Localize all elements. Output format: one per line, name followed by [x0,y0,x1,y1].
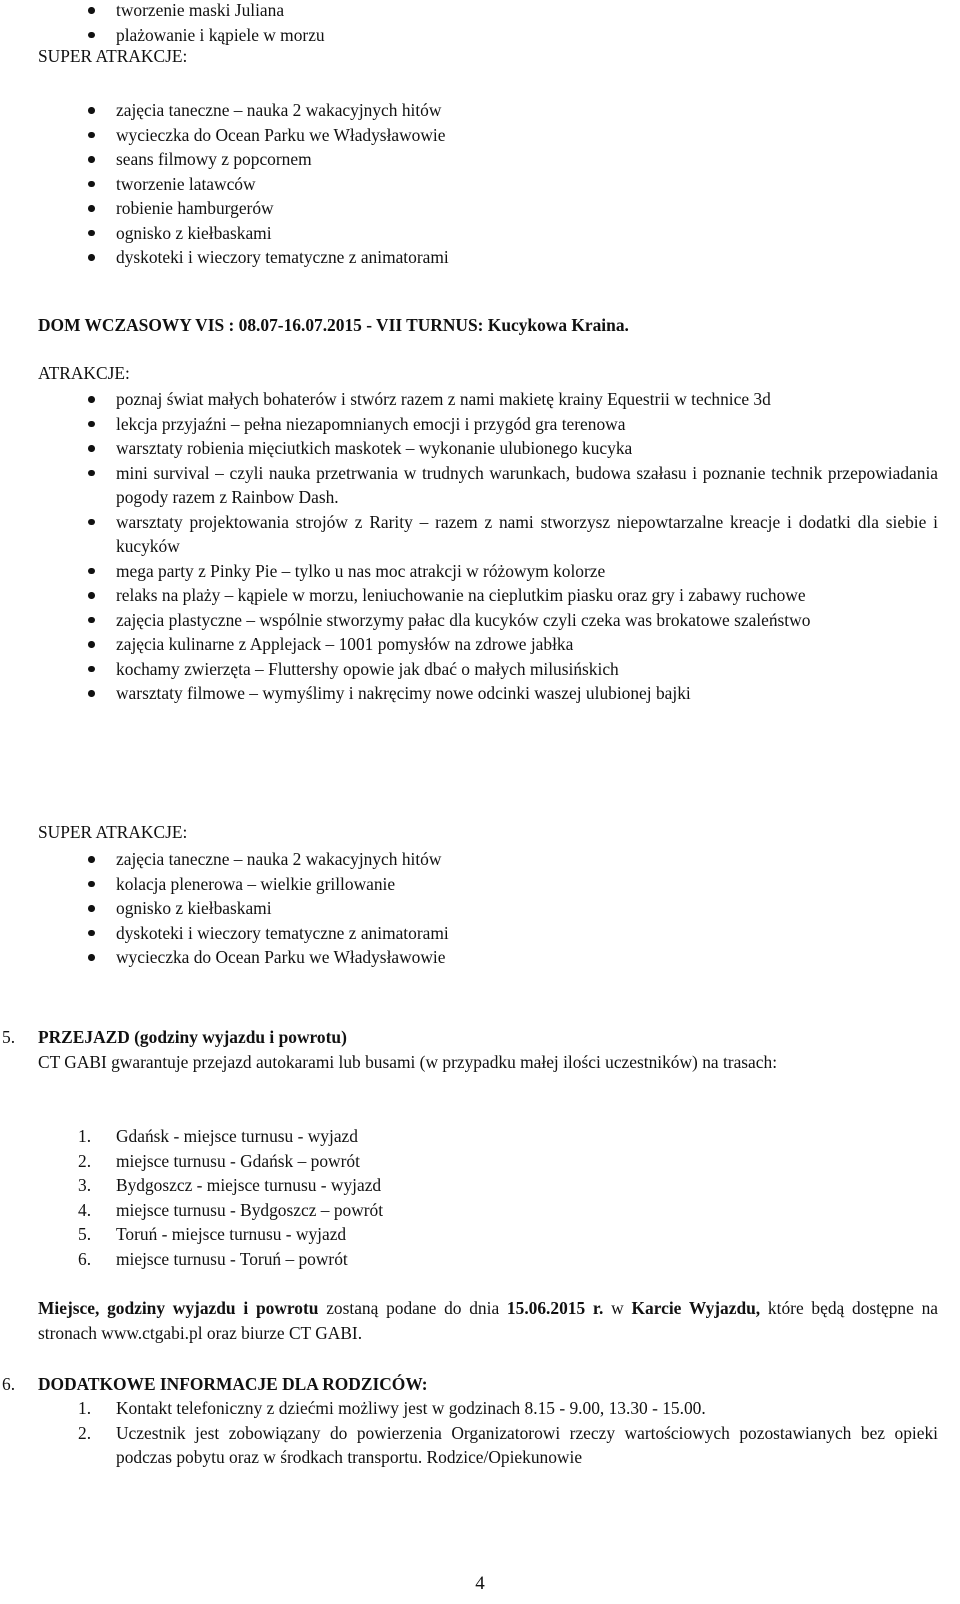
note-bold: 15.06.2015 r. [506,1298,604,1318]
list-item: mega party z Pinky Pie – tylko u nas moc atrakcji w różowym kolorze [38,559,938,584]
item-text: Gdańsk - miejsce turnusu - wyjazd [116,1126,358,1146]
super-atrakcje-list-block [38,98,938,270]
item-number: 2. [78,1422,92,1443]
list-item: warsztaty projektowania strojów z Rarity – razem z nami stworzysz niepowtarzalne kreacje i dodatki dla siebie i kucyków [38,510,938,559]
parents-info-list [38,1396,938,1470]
list-item: zajęcia taneczne – nauka 2 wakacyjnych hitów [38,847,938,872]
list-item: relaks na plaży – kąpiele w morzu, leniuchowanie na cieplutkim piasku oraz gry i zabawy ruchowe [38,583,938,608]
super-atrakcje-list [38,847,938,970]
list-item: tworzenie latawców [38,172,938,197]
list-item: dyskoteki i wieczory tematyczne z animatorami [38,921,938,946]
list-item [38,1124,938,1149]
list-item: zajęcia plastyczne – wspólnie stworzymy pałac dla kucyków czyli czeka was brokatowe szaleństwo [38,608,938,633]
top-list-block [38,0,938,47]
list-item [38,1247,938,1272]
section-title: PRZEJAZD (godziny wyjazdu i powrotu) [38,1027,347,1047]
list-item [38,1396,938,1421]
super-atrakcje-list [38,98,938,270]
turnus-heading: DOM WCZASOWY VIS : 08.07-16.07.2015 - VII TURNUS: Kucykowa Kraina. [38,315,629,335]
item-number: 4. [78,1199,92,1220]
note-bold: Karcie Wyjazdu, [631,1298,761,1318]
list-item [38,1149,938,1174]
list-item: lekcja przyjaźni – pełna niezapomnianych emocji i przygód gra terenowa [38,412,938,437]
item-number: 6. [78,1248,92,1269]
note-bold: Miejsce, godziny wyjazdu i powrotu [38,1298,319,1318]
section-number: 6. [2,1374,16,1394]
note-text: które będą dostępne na stronach www.ctgabi.pl oraz biurze CT GABI. [38,1298,938,1343]
item-text: miejsce turnusu - Gdańsk – powrót [116,1150,360,1171]
list-item: kochamy zwierzęta – Fluttershy opowie jak dbać o małych milusińskich [38,657,938,682]
list-item: dyskoteki i wieczory tematyczne z animatorami [38,245,938,270]
top-list [38,0,938,47]
atrakcje-list-block [38,387,938,706]
item-number: 1. [78,1398,92,1418]
list-item: mini survival – czyli nauka przetrwania w trudnych warunkach, budowa szałasu i poznanie technik przepowiadania pogody razem z Rainbow Dash. [38,461,938,510]
parents-info-list-block [38,1396,938,1470]
item-text: Kontakt telefoniczny z dziećmi możliwy jest w godzinach 8.15 - 9.00, 13.30 - 15.00. [116,1398,706,1418]
list-item: plażowanie i kąpiele w morzu [38,23,938,48]
routes-list-block [38,1124,938,1271]
list-item: robienie hamburgerów [38,196,938,221]
list-item: zajęcia kulinarne z Applejack – 1001 pomysłów na zdrowe jabłka [38,632,938,657]
atrakcje-label: ATRAKCJE: [38,363,130,383]
section-6-heading [0,1372,960,1398]
item-text: miejsce turnusu - Bydgoszcz – powrót [116,1199,384,1220]
list-item: ognisko z kiełbaskami [38,221,938,246]
section-title: DODATKOWE INFORMACJE DLA RODZICÓW: [38,1374,428,1394]
item-number: 1. [78,1126,92,1146]
list-item: zajęcia taneczne – nauka 2 wakacyjnych hitów [38,98,938,123]
item-text: Toruń - miejsce turnusu - wyjazd [116,1224,347,1244]
super-atrakcje-list-block [38,847,938,970]
list-item: seans filmowy z popcornem [38,147,938,172]
list-item: wycieczka do Ocean Parku we Władysławowie [38,945,938,970]
page-number: 4 [475,1573,485,1594]
note-text: zostaną podane do dnia [318,1298,507,1318]
super-atrakcje-label: SUPER ATRAKCJE: [38,46,188,66]
list-item: tworzenie maski Juliana [38,0,938,23]
item-number: 2. [78,1150,92,1171]
section-5-intro: CT GABI gwarantuje przejazd autokarami lub busami (w przypadku małej ilości uczestników) na trasach: [38,1052,778,1072]
super-atrakcje-label: SUPER ATRAKCJE: [38,822,188,842]
list-item [38,1198,938,1223]
list-item: poznaj świat małych bohaterów i stwórz razem z nami makietę krainy Equestrii w technice 3d [38,387,938,412]
list-item: warsztaty filmowe – wymyślimy i nakręcimy nowe odcinki waszej ulubionej bajki [38,681,938,706]
item-number: 5. [78,1224,92,1244]
list-item: ognisko z kiełbaskami [38,896,938,921]
section-5-heading [0,1025,960,1051]
item-text: Bydgoszcz - miejsce turnusu - wyjazd [116,1175,382,1195]
departure-note [38,1296,938,1345]
list-item: warsztaty robienia mięciutkich maskotek – wykonanie ulubionego kucyka [38,436,938,461]
item-number: 3. [78,1175,92,1195]
item-text: miejsce turnusu - Toruń – powrót [116,1248,348,1269]
routes-list [38,1124,938,1271]
list-item [38,1421,938,1470]
section-number: 5. [2,1027,16,1047]
list-item [38,1173,938,1198]
item-text: Uczestnik jest zobowiązany do powierzenia Organizatorowi rzeczy wartościowych pozostawianych bez opieki podczas pobytu oraz w środkach transportu. Rodzice/Opiekunowie [116,1422,938,1467]
list-item [38,1222,938,1247]
atrakcje-list [38,387,938,706]
list-item: wycieczka do Ocean Parku we Władysławowie [38,123,938,148]
list-item: kolacja plenerowa – wielkie grillowanie [38,872,938,897]
note-text: w [603,1298,632,1318]
